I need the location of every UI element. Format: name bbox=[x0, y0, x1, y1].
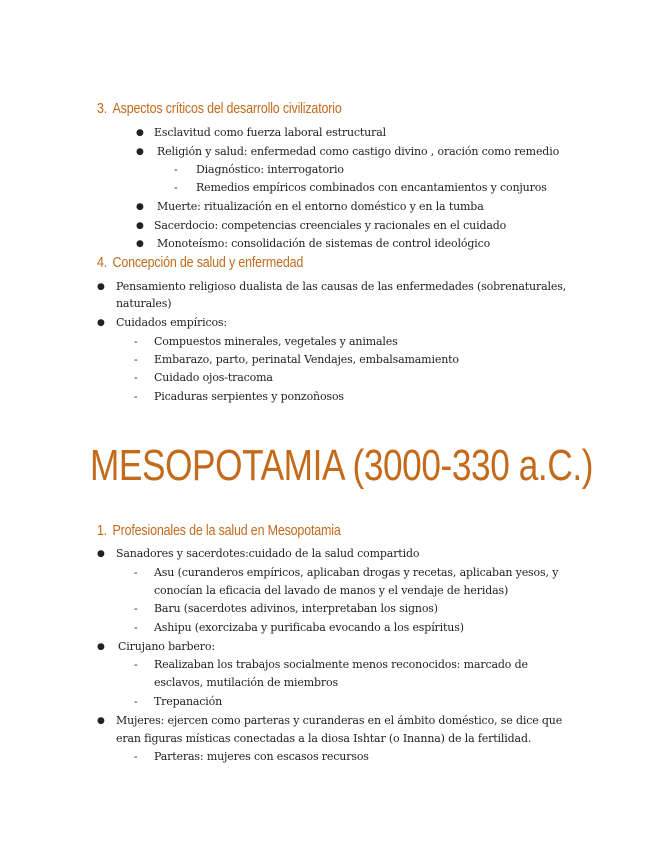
section-4-title: Concepción de salud y enfermedad bbox=[112, 255, 304, 271]
dash-icon: - bbox=[174, 163, 178, 176]
list-item: Remedios empíricos combinados con encantamientos y conjuros bbox=[196, 181, 547, 194]
bullet-icon: ● bbox=[97, 549, 105, 559]
list-item: Baru (sacerdotes adivinos, interpretaban los signos) bbox=[154, 602, 438, 615]
list-item: Diagnóstico: interrogatorio bbox=[196, 163, 344, 176]
dash-icon: - bbox=[134, 695, 138, 708]
dash-icon: - bbox=[174, 181, 178, 194]
dash-icon: - bbox=[134, 658, 138, 671]
list-item: Cuidados empíricos: bbox=[116, 316, 227, 329]
bullet-icon: ● bbox=[97, 716, 105, 726]
section-m1-heading bbox=[97, 523, 341, 539]
section-4-number: 4. bbox=[97, 255, 108, 271]
list-item: Picaduras serpientes y ponzoñosos bbox=[154, 390, 344, 403]
list-item: Asu (curanderos empíricos, aplicaban drogas y recetas, aplicaban yesos, y bbox=[154, 566, 559, 579]
list-item: Esclavitud como fuerza laboral estructural bbox=[154, 126, 386, 139]
list-item: Monoteísmo: consolidación de sistemas de control ideológico bbox=[157, 237, 491, 250]
list-item: Mujeres: ejercen como parteras y curanderas en el ámbito doméstico, se dice que bbox=[116, 714, 563, 727]
main-title: MESOPOTAMIA (3000-330 a.C.) bbox=[90, 441, 594, 490]
list-item: Parteras: mujeres con escasos recursos bbox=[154, 750, 369, 763]
dash-icon: - bbox=[134, 390, 138, 403]
dash-icon: - bbox=[134, 353, 138, 366]
list-item: Pensamiento religioso dualista de las causas de las enfermedades (sobrenaturales, bbox=[116, 280, 567, 293]
list-item: Compuestos minerales, vegetales y animales bbox=[154, 335, 398, 348]
list-item: Muerte: ritualización en el entorno doméstico y en la tumba bbox=[157, 200, 484, 213]
dash-icon: - bbox=[134, 750, 138, 763]
section-3-number: 3. bbox=[97, 101, 108, 117]
list-item: Sacerdocio: competencias creenciales y racionales en el cuidado bbox=[154, 219, 507, 232]
list-item-continuation: eran figuras místicas conectadas a la diosa Ishtar (o Inanna) de la fertilidad. bbox=[116, 732, 532, 745]
list-item: Cuidado ojos-tracoma bbox=[154, 371, 273, 384]
dash-icon: - bbox=[134, 335, 138, 348]
bullet-icon: ● bbox=[97, 642, 105, 652]
dash-icon: - bbox=[134, 566, 138, 579]
list-item: Sanadores y sacerdotes:cuidado de la salud compartido bbox=[116, 547, 420, 560]
dash-icon: - bbox=[134, 602, 138, 615]
list-item: Religión y salud: enfermedad como castigo divino , oración como remedio bbox=[157, 145, 560, 158]
list-item: Cirujano barbero: bbox=[118, 640, 215, 653]
section-m1-number: 1. bbox=[97, 523, 108, 539]
bullet-icon: ● bbox=[97, 282, 105, 292]
bullet-icon: ● bbox=[136, 239, 144, 249]
bullet-icon: ● bbox=[136, 202, 144, 212]
section-4-heading bbox=[97, 255, 303, 271]
list-item: Realizaban los trabajos socialmente menos reconocidos: marcado de bbox=[154, 658, 528, 671]
list-item-continuation: conocían la eficacia del lavado de manos y el vendaje de heridas) bbox=[154, 584, 509, 597]
section-m1-title: Profesionales de la salud en Mesopotamia bbox=[112, 523, 341, 539]
dash-icon: - bbox=[134, 621, 138, 634]
list-item: Ashipu (exorcizaba y purificaba evocando a los espíritus) bbox=[154, 621, 464, 634]
dash-icon: - bbox=[134, 371, 138, 384]
list-item: Embarazo, parto, perinatal Vendajes, embalsamamiento bbox=[154, 353, 459, 366]
bullet-icon: ● bbox=[136, 147, 144, 157]
bullet-icon: ● bbox=[97, 318, 105, 328]
section-3-title: Aspectos críticos del desarrollo civilizatorio bbox=[112, 101, 342, 117]
list-item-continuation: esclavos, mutilación de miembros bbox=[154, 676, 338, 689]
list-item-continuation: naturales) bbox=[116, 297, 172, 310]
list-item: Trepanación bbox=[154, 695, 223, 708]
bullet-icon: ● bbox=[136, 128, 144, 138]
section-3-heading bbox=[97, 101, 342, 117]
bullet-icon: ● bbox=[136, 221, 144, 231]
